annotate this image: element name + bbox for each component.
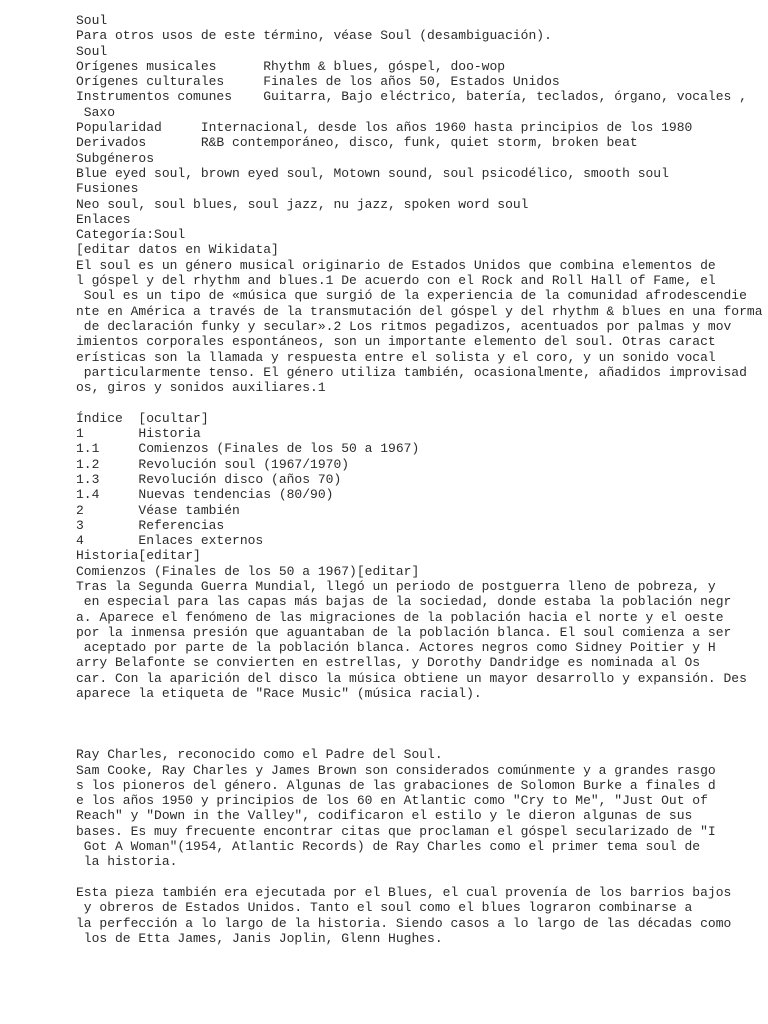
text-line: bases. Es muy frecuente encontrar citas que proclaman el góspel secularizado de "I [76,823,716,839]
text-line: aceptado por parte de la población blanca. Actores negros como Sidney Poitier y H [76,640,716,656]
text-line: car. Con la aparición del disco la música obtiene un mayor desarrollo y expansión. Des [76,670,747,686]
text-line: en especial para las capas más bajas de la sociedad, donde estaba la población negr [76,594,732,610]
text-line: Orígenes musicales Rhythm & blues, góspel, doo-wop [76,58,506,74]
text-line: os, giros y sonidos auxiliares.1 [76,380,326,396]
text-line: Popularidad Internacional, desde los años 1960 hasta principios de los 1980 [76,120,693,136]
text-line: [editar datos en Wikidata] [76,242,279,258]
text-line: Instrumentos comunes Guitarra, Bajo eléctrico, batería, teclados, órgano, vocales , [76,89,747,105]
text-line: y obreros de Estados Unidos. Tanto el soul como el blues lograron combinarse a [76,900,693,916]
blank-line [76,732,756,747]
text-line: Fusiones [76,181,139,197]
text-line: Blue eyed soul, brown eyed soul, Motown sound, soul psicodélico, smooth soul [76,165,669,181]
text-line: imientos corporales espontáneos, son un importante elemento del soul. Otras caract [76,334,716,350]
text-line: 1.4 Nuevas tendencias (80/90) [76,487,334,503]
text-line: Saxo [76,104,116,120]
text-line: Comienzos (Finales de los 50 a 1967)[editar] [76,563,420,579]
text-line: l góspel y del rhythm and blues.1 De acuerdo con el Rock and Roll Hall of Fame, el [76,273,716,289]
blank-line [76,870,756,885]
text-line: particularmente tenso. El género utiliza también, ocasionalmente, añadidos improvisad [76,364,747,380]
text-line: El soul es un género musical originario de Estados Unidos que combina elementos de [76,257,716,273]
text-line: 1.3 Revolución disco (años 70) [76,471,342,487]
text-line: Soul es un tipo de «música que surgió de la experiencia de la comunidad afrodescendie [76,288,747,304]
text-line: Derivados R&B contemporáneo, disco, funk, quiet storm, broken beat [76,135,638,151]
text-line: nte en América a través de la transmutación del góspel y del rhythm & blues en una forma [76,303,763,319]
text-line: Ray Charles, reconocido como el Padre del Soul. [76,747,443,763]
text-line: Got A Woman"(1954, Atlantic Records) de Ray Charles como el primer tema soul de [76,839,701,855]
text-line: arry Belafonte se convierten en estrellas, y Dorothy Dandridge es nominada al Os [76,655,701,671]
blank-line [76,395,756,410]
text-line: la historia. [76,854,178,870]
text-line: s los pioneros del género. Algunas de las grabaciones de Solomon Burke a finales d [76,777,716,793]
text-line: Tras la Segunda Guerra Mundial, llegó un periodo de postguerra lleno de pobreza, y [76,578,716,594]
text-line: Esta pieza también era ejecutada por el Blues, el cual provenía de los barrios bajos [76,884,732,900]
text-line: Enlaces [76,211,131,227]
text-line: Orígenes culturales Finales de los años 50, Estados Unidos [76,74,560,90]
text-line: a. Aparece el fenómeno de las migraciones de la población hacia el norte y el oeste [76,609,724,625]
text-line: de declaración funky y secular».2 Los ritmos pegadizos, acentuados por palmas y mov [76,318,732,334]
blank-line [76,717,756,732]
text-line: 2 Véase también [76,502,240,518]
text-line: Índice [ocultar] [76,410,209,426]
text-line: erísticas son la llamada y respuesta entre el solista y el coro, y un sonido vocal [76,349,716,365]
text-line: Neo soul, soul blues, soul jazz, nu jazz, spoken word soul [76,196,529,212]
blank-line [76,701,756,716]
text-line: la perfección a lo largo de la historia. Siendo casos a lo largo de las décadas como [76,915,732,931]
text-line: 3 Referencias [76,517,225,533]
text-line: 1.2 Revolución soul (1967/1970) [76,456,350,472]
text-line: Historia[editar] [76,548,201,564]
text-line: 4 Enlaces externos [76,533,264,549]
text-line: Soul [76,13,108,28]
text-line: e los años 1950 y principios de los 60 en Atlantic como "Cry to Me", "Just Out of [76,793,708,809]
text-line: 1.1 Comienzos (Finales de los 50 a 1967) [76,441,420,457]
document-body [76,13,763,946]
text-line: aparece la etiqueta de "Race Music" (música racial). [76,686,482,702]
text-line: Reach" y "Down in the Valley", codificaron el estilo y le dieron algunas de sus [76,808,693,824]
text-line: Categoría:Soul [76,227,186,243]
text-line: los de Etta James, Janis Joplin, Glenn Hughes. [76,930,443,946]
text-line: Sam Cooke, Ray Charles y James Brown son considerados comúnmente y a grandes rasgo [76,762,716,778]
text-line: Subgéneros [76,150,155,166]
text-line: Para otros usos de este término, véase Soul (desambiguación). [76,28,552,44]
text-line: por la inmensa presión que aguantaban de la población blanca. El soul comienza a ser [76,624,732,640]
text-line: 1 Historia [76,426,201,442]
text-line: Soul [76,43,108,59]
